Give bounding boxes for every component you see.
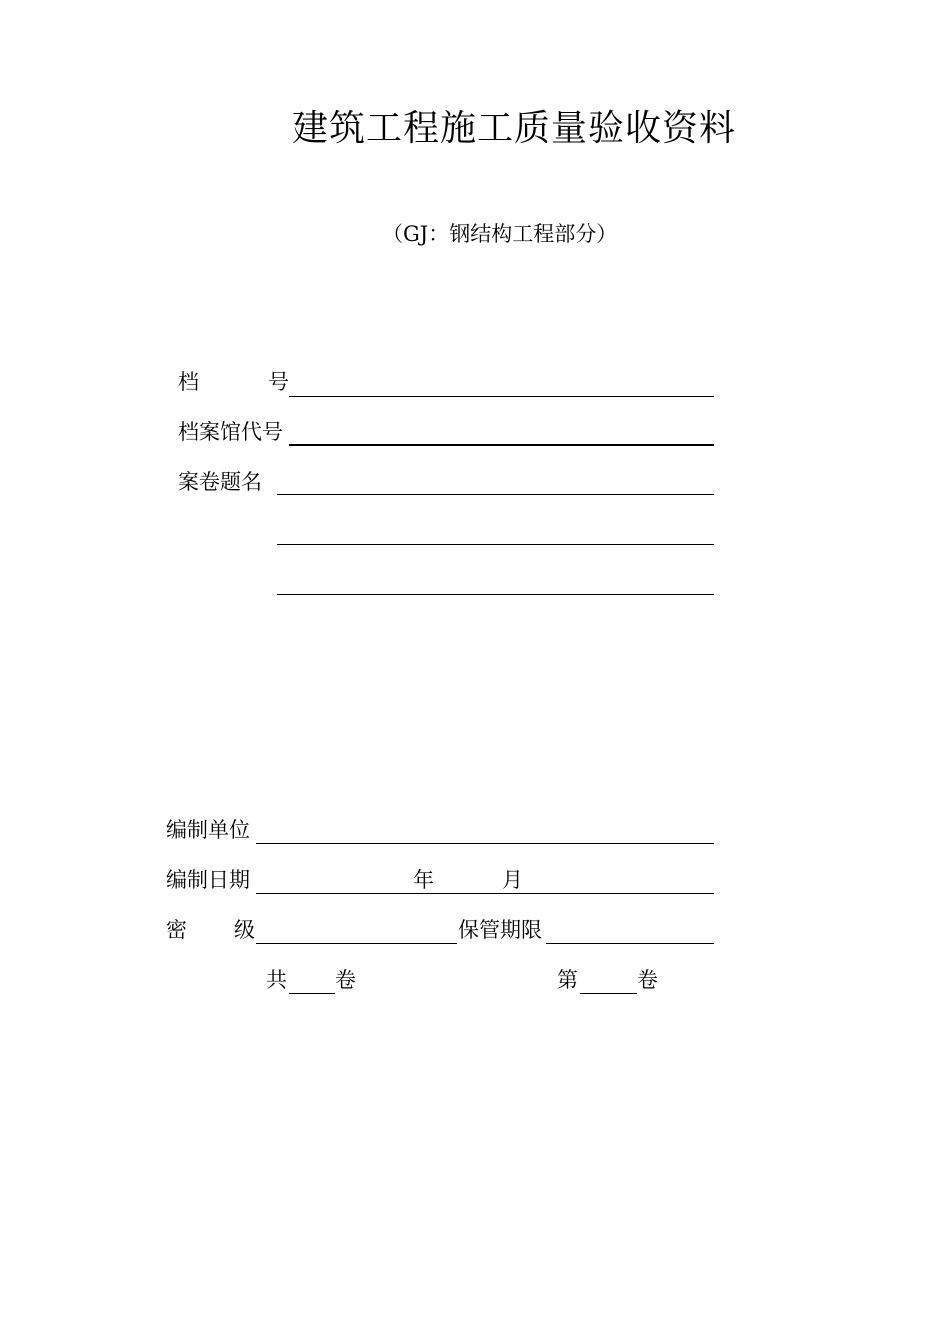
- secret-level-label-char1: 密: [166, 918, 187, 942]
- document-subtitle: （GJ：钢结构工程部分）: [382, 222, 618, 246]
- month-label: 月: [502, 868, 523, 892]
- file-number-label-char2: 号: [268, 370, 289, 394]
- total-volumes-field[interactable]: [289, 993, 335, 994]
- volume-title-label: 案卷题名: [178, 470, 262, 494]
- total-volumes-suffix: 卷: [335, 968, 356, 992]
- compile-date-field[interactable]: [256, 893, 714, 894]
- retention-period-field[interactable]: [546, 943, 714, 944]
- year-label: 年: [413, 868, 434, 892]
- volume-title-field-1[interactable]: [277, 494, 714, 495]
- volume-number-field[interactable]: [580, 993, 637, 994]
- volume-number-suffix: 卷: [637, 968, 658, 992]
- document-title: 建筑工程施工质量验收资料: [292, 108, 737, 149]
- archive-code-label: 档案馆代号: [178, 420, 283, 444]
- file-number-field[interactable]: [289, 396, 714, 397]
- secret-level-field[interactable]: [256, 943, 457, 944]
- compile-date-label: 编制日期: [166, 868, 250, 892]
- archive-code-field[interactable]: [289, 444, 714, 446]
- total-volumes-prefix: 共: [266, 968, 287, 992]
- compile-unit-field[interactable]: [256, 843, 714, 844]
- secret-level-label-char2: 级: [234, 918, 255, 942]
- compile-unit-label: 编制单位: [166, 818, 250, 842]
- file-number-label-char1: 档: [178, 370, 199, 394]
- retention-period-label: 保管期限: [458, 918, 542, 942]
- volume-title-field-3[interactable]: [277, 594, 714, 595]
- volume-title-field-2[interactable]: [277, 544, 714, 545]
- volume-number-prefix: 第: [557, 968, 578, 992]
